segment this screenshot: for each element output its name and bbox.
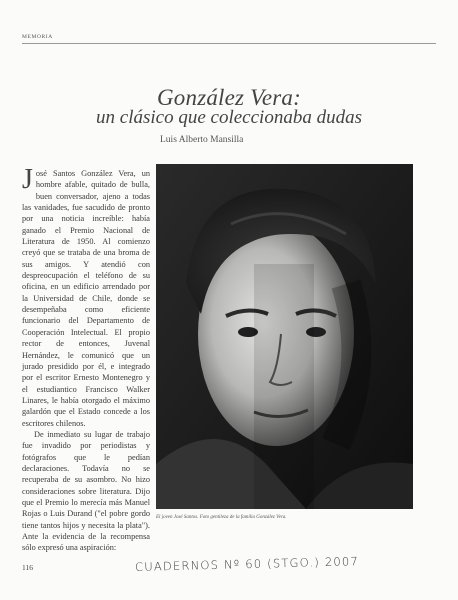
portrait-photo xyxy=(156,164,413,509)
drop-cap: J xyxy=(22,164,33,195)
photo-caption: El joven José Santos. Foto gentileza de la familia González Vera. xyxy=(156,515,287,520)
article-title: González Vera: xyxy=(157,85,301,110)
page-number: 116 xyxy=(22,563,33,572)
section-label: MEMORIA xyxy=(22,34,53,40)
article-subtitle: un clásico que coleccionaba dudas xyxy=(96,107,362,128)
handwritten-note: CUADERNOS Nº 60 (STGO.) 2007 xyxy=(134,554,360,574)
paragraph-2: De inmediato su lugar de trabajo fue invadido por periodistas y fotógrafos que le pedían declaraciones. Todavía no se recuperaba de su asombro. No hizo consideraciones sobre literatura. Dijo que el Premio lo merecía más Manuel Rojas o Luis Durand ("el pobre gordo tiene tantos hijos y necesita la plata"). Ante la evidencia de la recompensa sólo expresó una aspiración: xyxy=(22,429,150,553)
article-author: Luis Alberto Mansilla xyxy=(160,135,244,145)
paragraph-1-text: osé Santos González Vera, un hombre afable, quitado de bulla, buen conversador, ajeno a todas las vanidades, fue sacudido de pronto por una noticia increíble: había ganado el Premio Nacional de Literatura de 1950. Al comienzo creyó que se trataba de una broma de sus amigos. Y atendió con despreocupación el teléfono de su oficina, en un edificio arrendado por la Universidad de Chile, donde se desempeñaba como eficiente funcionario del Departamento de Cooperación Intelectual. El propio rector de entonces, Juvenal Hernández, le comunicó que un jurado presidido por él, e integrado por el escritor Ernesto Montenegro y el estudiantico Francisco Walker Linares, le había otorgado el máximo galardón que el Estado concede a los escritores chilenos. xyxy=(22,169,150,428)
header-rule xyxy=(22,43,436,44)
portrait-illustration xyxy=(156,164,413,509)
article-body xyxy=(22,164,150,554)
paragraph-1 xyxy=(22,164,150,429)
